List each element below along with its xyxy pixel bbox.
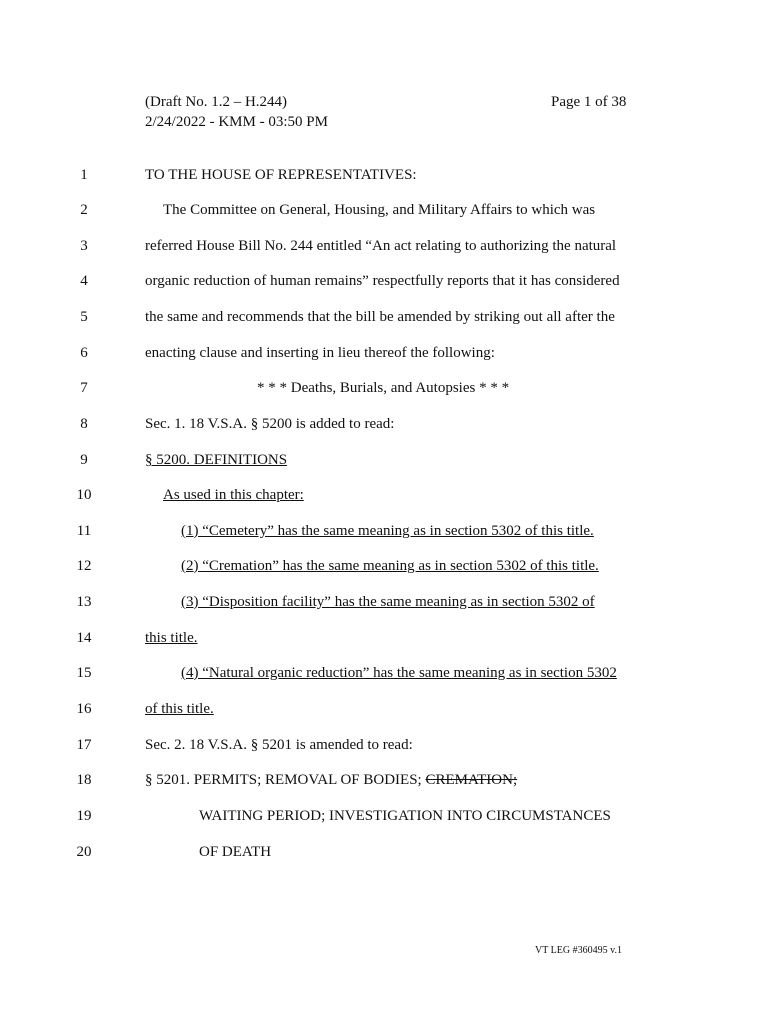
added-text: § 5200. DEFINITIONS [145,452,288,468]
numbered-line [0,734,770,756]
numbered-line [0,306,770,328]
line-number: 8 [80,416,88,432]
draft-date: 2/24/2022 - KMM - 03:50 PM [145,114,328,130]
line-number: 10 [76,487,92,503]
line-text: TO THE HOUSE OF REPRESENTATIVES: [145,167,417,183]
line-text: the same and recommends that the bill be amended by striking out all after the [145,309,615,325]
added-text: of this title. [145,701,214,717]
section-divider: * * * Deaths, Burials, and Autopsies * * * [257,380,510,396]
line-number: 16 [76,701,92,717]
numbered-line [0,591,770,613]
line-number: 20 [76,844,92,860]
numbered-line [0,164,770,186]
numbered-line [0,235,770,257]
line-number: 2 [80,202,88,218]
numbered-line [0,484,770,506]
numbered-line [0,769,770,791]
numbered-line [0,805,770,827]
page-number: Page 1 of 38 [551,94,627,110]
line-number: 12 [76,558,92,574]
numbered-line [0,342,770,364]
line-number: 13 [76,594,92,610]
line-number: 1 [80,167,88,183]
numbered-line [0,627,770,649]
line-text [145,769,517,791]
numbered-line [0,662,770,684]
line-number: 7 [80,380,88,396]
line-text: referred House Bill No. 244 entitled “An act relating to authorizing the natural [145,238,617,254]
added-text: (3) “Disposition facility” has the same meaning as in section 5302 of [181,594,595,610]
line-number: 14 [76,630,92,646]
numbered-line [0,270,770,292]
struck-text: CREMATION; [425,772,518,788]
line-number: 19 [76,808,92,824]
footer-document-id: VT LEG #360495 v.1 [535,945,622,956]
added-text: (1) “Cemetery” has the same meaning as in section 5302 of this title. [181,523,594,539]
draft-number: (Draft No. 1.2 – H.244) [145,94,288,110]
numbered-line [0,199,770,221]
line-text: The Committee on General, Housing, and Military Affairs to which was [163,202,596,218]
line-number: 4 [80,273,88,289]
line-number: 5 [80,309,88,325]
numbered-line [0,841,770,863]
line-text: OF DEATH [199,844,272,860]
line-number: 17 [76,737,92,753]
line-number: 15 [76,665,92,681]
numbered-line [0,413,770,435]
numbered-line [0,698,770,720]
numbered-line [0,555,770,577]
numbered-line [0,520,770,542]
added-text: (2) “Cremation” has the same meaning as in section 5302 of this title. [181,558,599,574]
added-text: this title. [145,630,198,646]
line-number: 18 [76,772,92,788]
numbered-line [0,449,770,471]
added-text: (4) “Natural organic reduction” has the same meaning as in section 5302 [181,665,617,681]
line-text: Sec. 2. 18 V.S.A. § 5201 is amended to read: [145,737,413,753]
line-text: WAITING PERIOD; INVESTIGATION INTO CIRCUMSTANCES [199,808,611,824]
line-text: organic reduction of human remains” respectfully reports that it has considered [145,273,620,289]
line-text: enacting clause and inserting in lieu thereof the following: [145,345,495,361]
line-text: Sec. 1. 18 V.S.A. § 5200 is added to read: [145,416,395,432]
line-number: 3 [80,238,88,254]
numbered-line [0,377,770,399]
line-number: 9 [80,452,88,468]
line-number: 6 [80,345,88,361]
document-header [145,92,328,132]
added-text: As used in this chapter: [163,487,304,503]
line-number: 11 [76,523,92,539]
section-heading: § 5201. PERMITS; REMOVAL OF BODIES; [145,772,422,788]
